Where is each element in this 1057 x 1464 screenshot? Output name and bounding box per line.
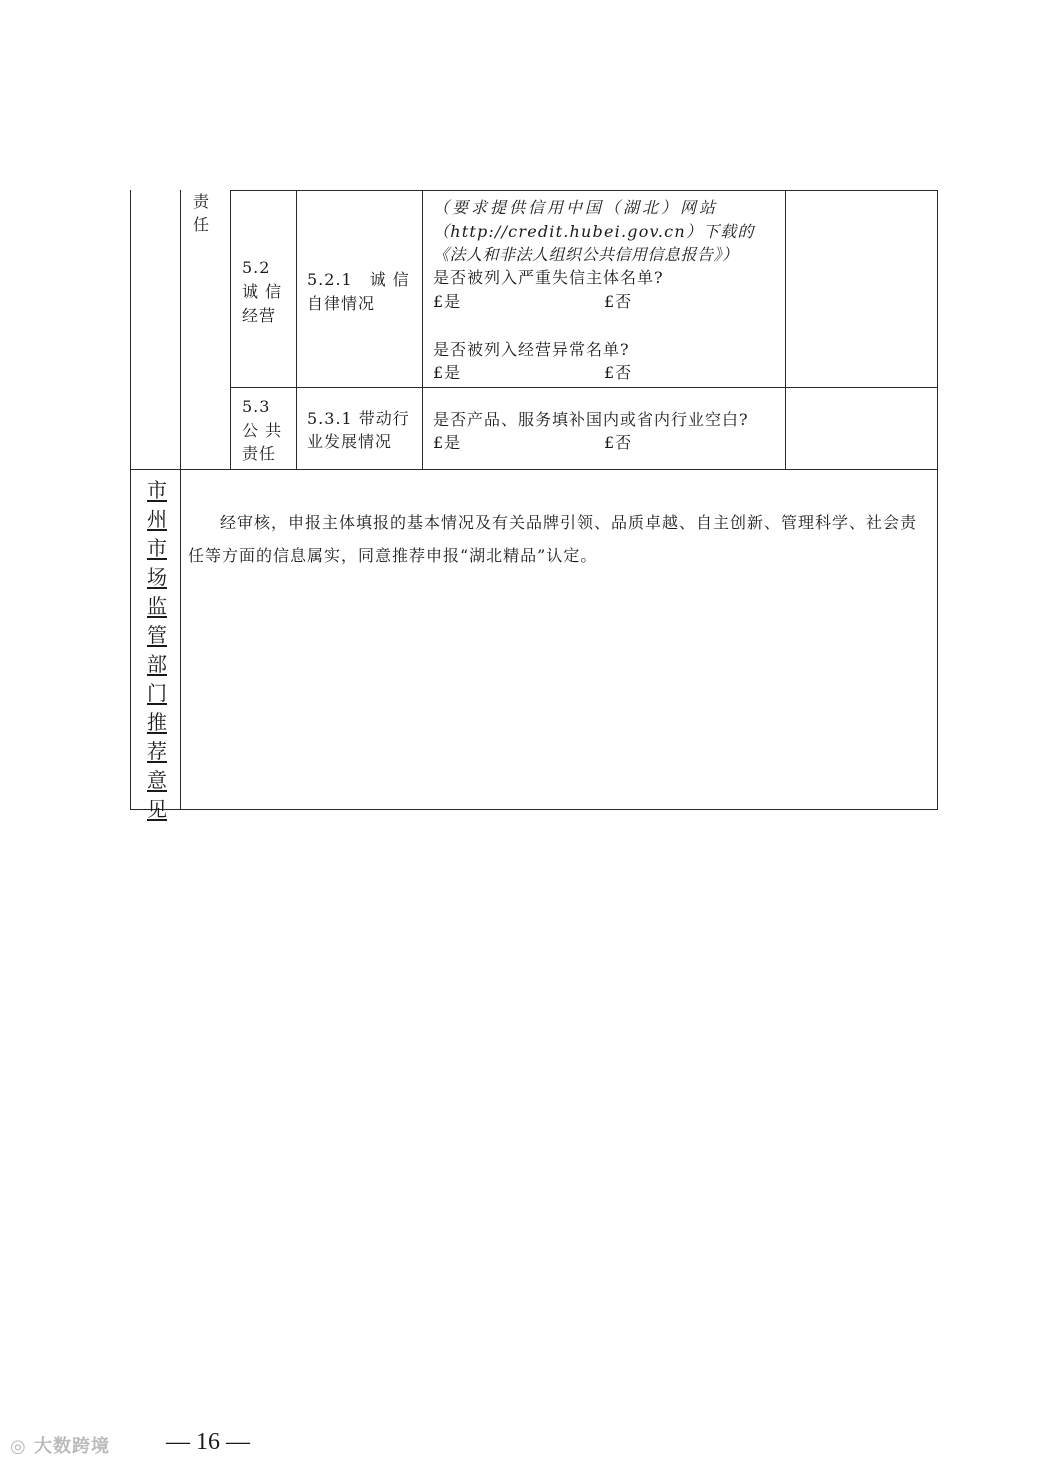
opinion-label-char: 市: [147, 536, 167, 560]
col-divider-2: [230, 190, 231, 470]
opinion-label-char: 管: [147, 623, 167, 647]
credit-report-note-line1: （要求提供信用中国（湖北）网站: [433, 198, 719, 217]
opinion-label-char: 监: [147, 594, 167, 618]
row-divider-5-2: [230, 387, 938, 388]
checkbox-no-2[interactable]: £否: [604, 363, 633, 382]
table-bottom-border: [130, 809, 938, 810]
category-5-2-line2: 诚 信: [242, 282, 283, 301]
opinion-label-char: 场: [147, 565, 167, 589]
opinion-label-char: 部: [147, 652, 167, 676]
category-5-3-line3: 责任: [242, 444, 277, 463]
table-top-border: [230, 190, 938, 191]
page-footer: [0, 1428, 1057, 1464]
table-right-border: [937, 190, 938, 810]
opinion-label-char: 门: [147, 681, 167, 705]
opinion-label-char: 意: [147, 768, 167, 792]
subitem-5-3-1-line1: 5.3.1 带动行: [307, 409, 410, 428]
checkbox-no-1[interactable]: £否: [604, 292, 633, 311]
opinion-text: 经审核，申报主体填报的基本情况及有关品牌引领、品质卓越、自主创新、管理科学、社会责任等方面的信息属实，同意推荐申报“湖北精品”认定。: [188, 513, 918, 565]
credit-report-note-line2: （http://credit.hubei.gov.cn）下载的: [433, 222, 755, 241]
opinion-label-char: 市: [147, 478, 167, 502]
question-industry-gap: 是否产品、服务填补国内或省内行业空白?: [433, 410, 749, 429]
col-divider-5: [785, 190, 786, 470]
checkbox-yes-3[interactable]: £是: [433, 433, 462, 452]
checkbox-yes-2[interactable]: £是: [433, 363, 462, 382]
subitem-5-2-1-line1: 5.2.1 诚 信: [307, 270, 410, 289]
opinion-label: [145, 476, 169, 824]
opinion-label-char: 州: [147, 507, 167, 531]
subitem-5-2-1-line2: 自律情况: [307, 294, 376, 313]
question-abnormal-operation: 是否被列入经营异常名单?: [433, 340, 630, 359]
table-left-border: [130, 190, 131, 810]
col-divider-4: [422, 190, 423, 470]
row-divider-5-3: [130, 469, 938, 470]
category-5-2-line1: 5.2: [242, 258, 271, 277]
opinion-label-char: 荐: [147, 739, 167, 763]
category-5-3-line2: 公 共: [242, 421, 283, 440]
category-5-2-line3: 经营: [242, 306, 277, 325]
question-serious-dishonesty: 是否被列入严重失信主体名单?: [433, 268, 664, 287]
category-5-3-line1: 5.3: [242, 397, 271, 416]
credit-report-note-line3: 《法人和非法人组织公共信用信息报告》）: [433, 245, 739, 264]
checkbox-yes-1[interactable]: £是: [433, 292, 462, 311]
col-divider-3: [296, 190, 297, 470]
opinion-label-char: 推: [147, 710, 167, 734]
checkbox-no-3[interactable]: £否: [604, 433, 633, 452]
watermark-logo: [10, 1432, 110, 1458]
responsibility-label: 责 任: [192, 192, 209, 234]
subitem-5-3-1-line2: 业发展情况: [307, 432, 393, 451]
page-number: — 16 —: [166, 1429, 250, 1455]
watermark-icon: ◎: [10, 1436, 34, 1457]
opinion-label-char: 见: [147, 797, 167, 821]
watermark-text: 大数跨境: [33, 1436, 110, 1457]
col-divider-1: [180, 190, 181, 810]
